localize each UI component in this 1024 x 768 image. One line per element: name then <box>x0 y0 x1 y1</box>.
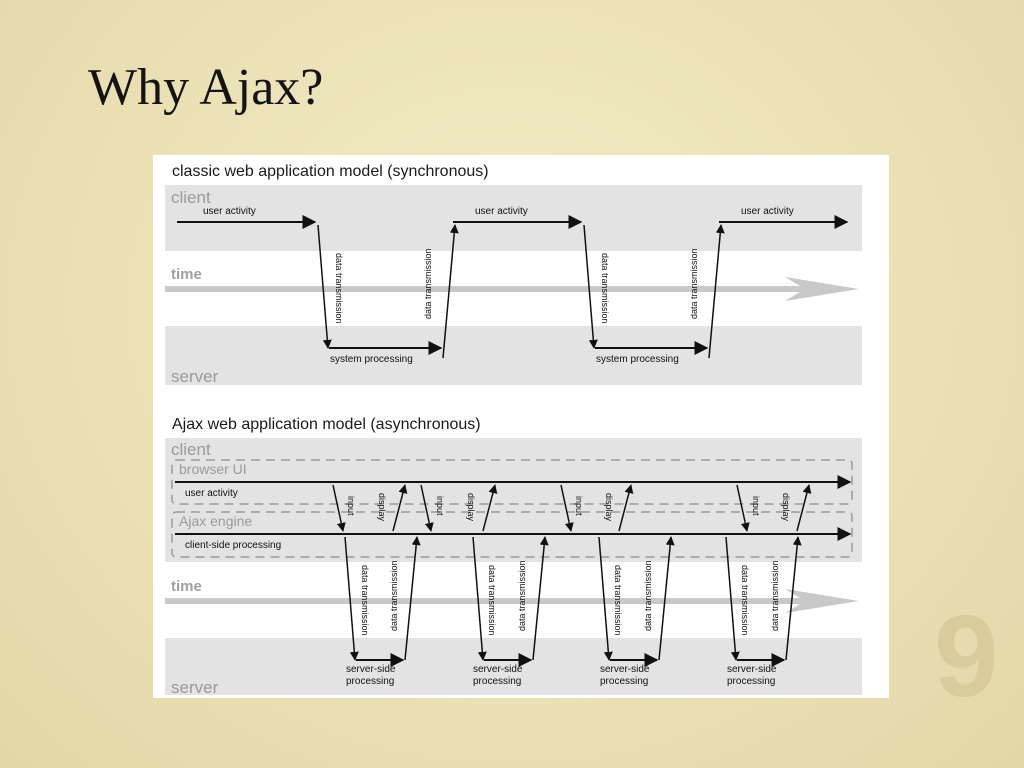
svg-text:user activity: user activity <box>203 206 256 217</box>
svg-text:processing: processing <box>600 676 649 687</box>
ajax-engine-label: Ajax engine <box>179 513 253 529</box>
svg-text:data transmission: data transmission <box>487 565 497 636</box>
svg-text:display: display <box>377 493 387 522</box>
classic-title: classic web application model (synchronous) <box>172 163 489 180</box>
classic-client-band <box>165 185 862 251</box>
svg-text:display: display <box>466 493 476 522</box>
svg-text:processing: processing <box>346 676 395 687</box>
svg-text:data transmission: data transmission <box>770 560 780 631</box>
classic-server-band <box>165 326 862 385</box>
svg-text:data transmission: data transmission <box>423 248 433 319</box>
svg-text:display: display <box>604 493 614 522</box>
svg-text:data transmission: data transmission <box>740 565 750 636</box>
ajax-model-diagram <box>153 155 889 698</box>
svg-text:user activity: user activity <box>185 488 238 499</box>
svg-text:data transmission: data transmission <box>360 565 370 636</box>
svg-text:user activity: user activity <box>741 206 794 217</box>
slide-number: 9 <box>934 591 999 721</box>
slide-title: Why Ajax? <box>88 59 324 116</box>
svg-text:input: input <box>751 496 761 516</box>
svg-text:data transmission: data transmission <box>643 560 653 631</box>
svg-text:processing: processing <box>727 676 776 687</box>
svg-text:display: display <box>781 493 791 522</box>
svg-text:data transmission: data transmission <box>613 565 623 636</box>
svg-text:user activity: user activity <box>475 206 528 217</box>
svg-text:data transmission: data transmission <box>600 253 610 324</box>
svg-text:data transmission: data transmission <box>389 560 399 631</box>
ajax-client-label: client <box>171 440 211 459</box>
svg-text:data transmission: data transmission <box>517 560 527 631</box>
svg-text:data transmission: data transmission <box>334 253 344 324</box>
diagram-svg <box>153 155 889 698</box>
classic-time-arrow <box>165 277 859 301</box>
svg-text:client-side processing: client-side processing <box>185 540 282 551</box>
svg-text:processing: processing <box>473 676 522 687</box>
ajax-title: Ajax web application model (asynchronous) <box>172 416 481 433</box>
classic-server-label: server <box>171 367 219 386</box>
ajax-time-arrow <box>165 589 859 613</box>
svg-text:input: input <box>435 496 445 516</box>
ajax-server-label: server <box>171 678 219 697</box>
svg-text:system processing: system processing <box>596 354 679 365</box>
ajax-time-label: time <box>171 578 202 595</box>
svg-text:input: input <box>574 496 584 516</box>
classic-client-label: client <box>171 188 211 207</box>
ajax-browser-ui-label: browser UI <box>179 461 247 477</box>
classic-time-label: time <box>171 266 202 283</box>
svg-text:server-side: server-side <box>727 664 777 675</box>
svg-text:data transmission: data transmission <box>689 248 699 319</box>
svg-text:server-side: server-side <box>346 664 396 675</box>
svg-text:system processing: system processing <box>330 354 413 365</box>
svg-text:server-side: server-side <box>600 664 650 675</box>
svg-text:input: input <box>346 496 356 516</box>
svg-text:server-side: server-side <box>473 664 523 675</box>
